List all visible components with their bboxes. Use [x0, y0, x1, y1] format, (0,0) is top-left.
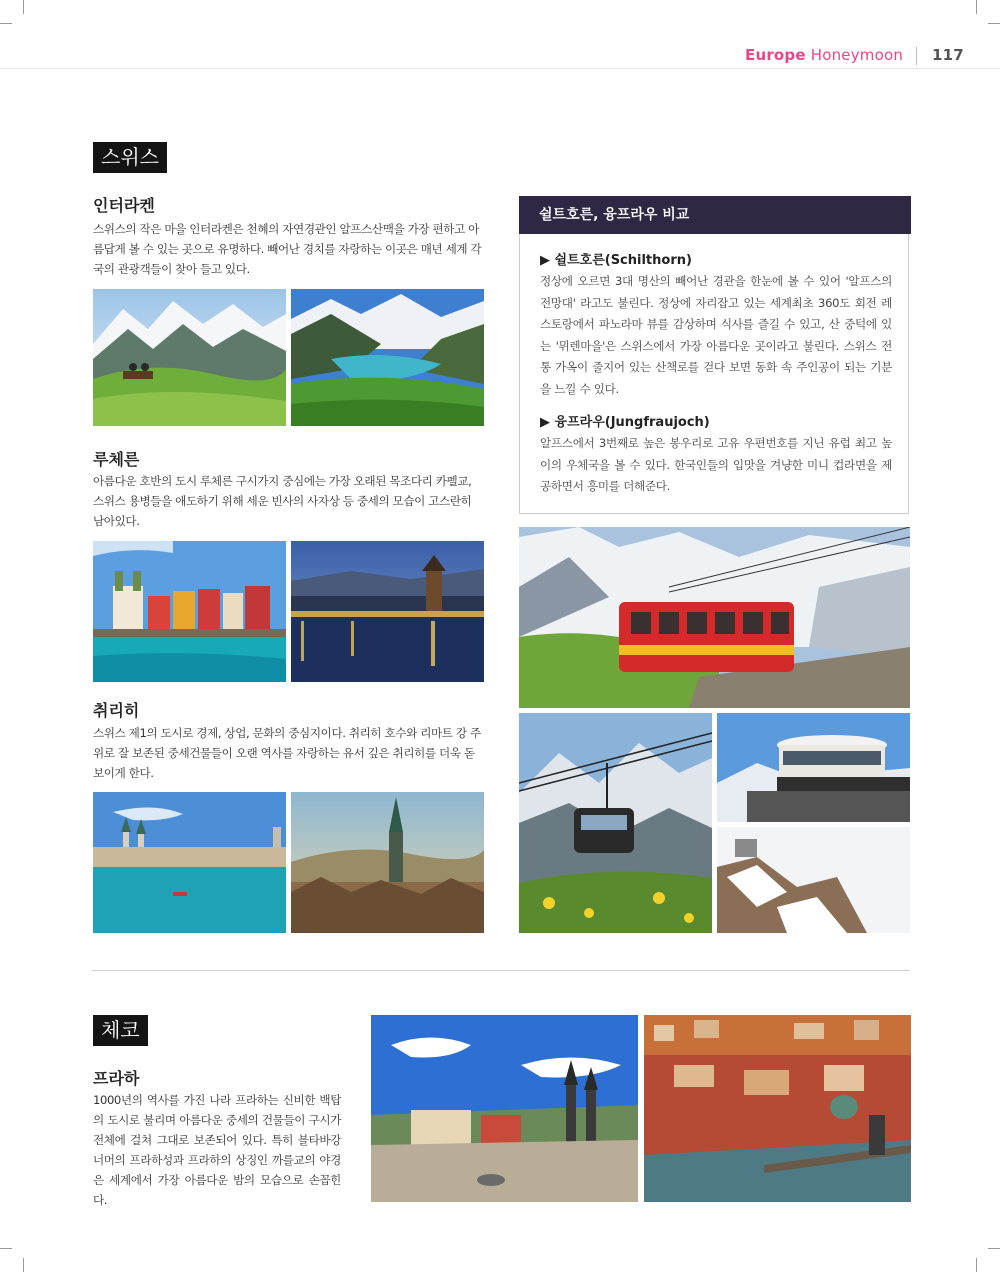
text-zurich: 스위스 제1의 도시로 경제, 상업, 문화의 중심지이다. 취리히 호수와 리마트 강 주위로 잘 보존된 중세건물들이 오랜 역사를 자랑하는 유서 깊은 취리히를 더욱 돋보이게 한다.: [93, 726, 481, 780]
crop-mark: [23, 1258, 24, 1272]
crop-mark: [976, 1258, 977, 1272]
crop-mark: [23, 0, 24, 14]
text-prague: 1000년의 역사를 가진 나라 프라하는 신비한 백탑의 도시로 불리며 아름다운 중세의 건물들이 구시가 전체에 걸쳐 그대로 보존되어 있다. 특히 블타바강 너머의 프라하성과 프라하의 상징인 까를교의 야경은 세계에서 가장 아름다운 밤의 모습으로 손꼽힌다.: [93, 1093, 341, 1207]
photo-snowy-summit: [717, 827, 910, 933]
photo-piz-gloria-restaurant: [717, 713, 910, 822]
crop-mark: [976, 0, 977, 14]
schilthorn-title: ▶ 쉴트호른(Schilthorn): [540, 253, 692, 268]
jungfrau-title: ▶ 융프라우(Jungfraujoch): [540, 415, 710, 430]
crop-mark: [988, 1248, 1000, 1249]
header-brand-rest: Honeymoon: [810, 46, 904, 64]
running-header: [745, 46, 964, 65]
comparison-box: [519, 196, 909, 514]
text-interlaken: 스위스의 작은 마을 인터라켄은 천혜의 자연경관인 알프스산맥을 가장 편하고 아름답게 볼 수 있는 곳으로 유명하다. 빼어난 경치를 자랑하는 이곳은 매년 세계 각국의 관광객들이 찾아 들고 있다.: [93, 222, 482, 276]
photo-zurich-rooftops: [291, 792, 484, 933]
comparison-box-title: 쉴트호른, 융프라우 비교: [519, 196, 911, 234]
section-divider: [92, 970, 910, 971]
photo-prague-charles-bridge: [644, 1015, 911, 1202]
section-label-switzerland: 스위스: [93, 142, 167, 173]
header-rule: [0, 68, 1000, 69]
jungfrau-text: 알프스에서 3번째로 높은 봉우리로 고유 우편번호를 지닌 유럽 최고 높이의 우체국을 볼 수 있다. 한국인들의 입맛을 겨냥한 미니 컵라면을 제공하면서 흥미를 더해준다.: [540, 436, 892, 493]
crop-mark: [0, 23, 12, 24]
heading-interlaken: 인터라켄: [93, 196, 155, 215]
crop-mark: [988, 23, 1000, 24]
section-label-czech: 체코: [93, 1015, 148, 1046]
header-separator: [916, 47, 917, 65]
photo-lucerne-chapel-bridge: [291, 541, 484, 682]
page-number: 117: [932, 46, 964, 64]
photo-cable-car: [519, 713, 712, 933]
heading-lucerne: 루체른: [93, 450, 140, 469]
heading-zurich: 취리히: [93, 701, 140, 720]
header-brand-bold: Europe: [745, 46, 806, 64]
crop-mark: [0, 1248, 12, 1249]
text-lucerne: 아름다운 호반의 도시 루체른 구시가지 중심에는 가장 오래된 목조다리 카펠교, 스위스 용병들을 애도하기 위해 세운 빈사의 사자상 등 중세의 모습이 고스란히 남아있다.: [93, 474, 472, 528]
schilthorn-text: 정상에 오르면 3대 명산의 빼어난 경관을 한눈에 볼 수 있어 '알프스의 전망대' 라고도 불린다. 정상에 자리잡고 있는 세계최초 360도 회전 레스토랑에서 파노라마 뷰를 감상하며 식사를 즐길 수 있고, 산 중턱에 있는 '뮈렌마을'은 스위스에서 가장 아름다운 곳이라고 불린다. 스위스 전통 가옥이 줄지어 있는 산책로를 걷다 보면 동화 속 주인공이 되는 기분을 느낄 수 있다.: [540, 274, 892, 396]
photo-interlaken-meadow: [93, 289, 286, 426]
photo-lucerne-waterfront: [93, 541, 286, 682]
photo-zurich-river: [93, 792, 286, 933]
heading-prague: 프라하: [93, 1069, 140, 1088]
photo-interlaken-lake: [291, 289, 484, 426]
photo-jungfrau-train: [519, 527, 910, 708]
photo-prague-old-town-square: [371, 1015, 638, 1202]
